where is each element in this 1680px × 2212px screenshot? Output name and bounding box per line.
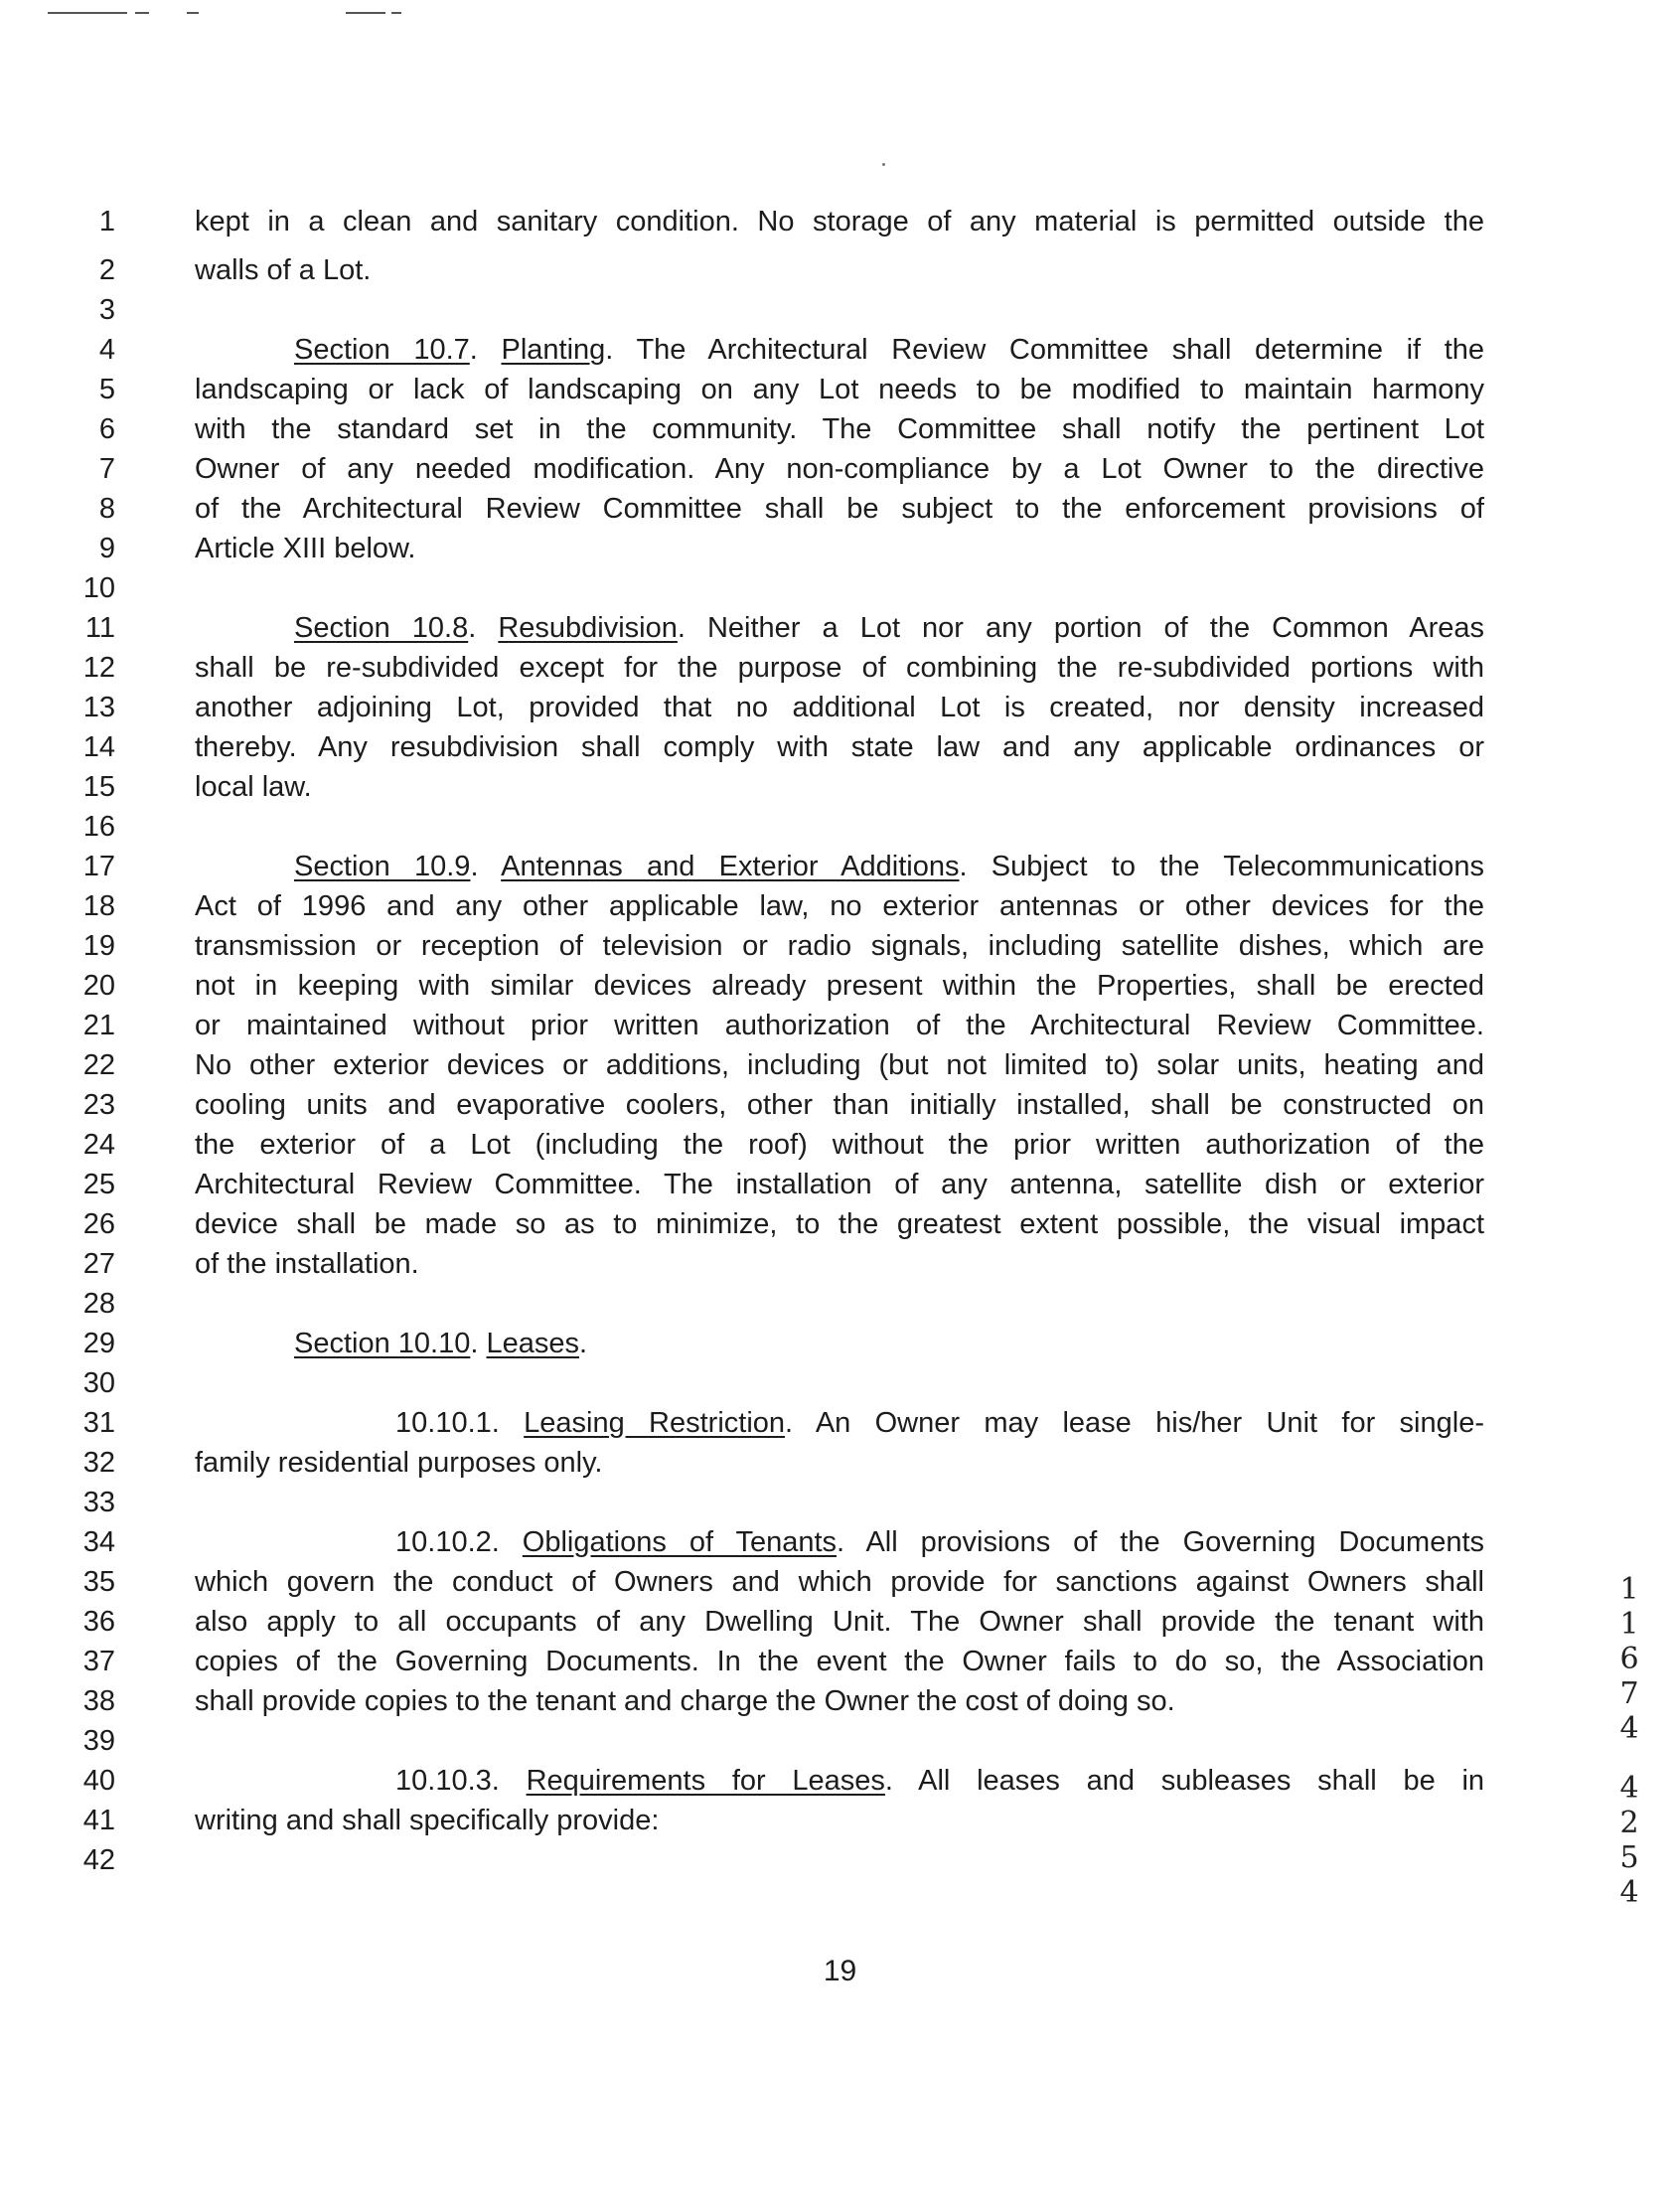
dot: . [468,612,499,644]
body-line: another adjoining Lot, provided that no additional Lot is created, nor density increased [195,692,1484,723]
stamp-digit: 5 [1619,1840,1639,1875]
scan-speck [882,163,885,166]
section-number: Section 10.10 [294,1328,471,1359]
dot: . [470,851,502,882]
stamp-digit: 1 [1619,1572,1639,1607]
body-line: Architectural Review Committee. The installation of any antenna, satellite dish or exterior [195,1169,1484,1200]
body-line: walls of a Lot. [195,254,372,286]
line-number: 28 [82,1288,115,1320]
body-line: copies of the Governing Documents. In the event the Owner fails to do so, the Association [195,1646,1484,1677]
body-line: kept in a clean and sanitary condition. No storage of any material is permitted outside the [195,206,1484,237]
body-line: with the standard set in the community. The Committee shall notify the pertinent Lot [195,413,1484,445]
stamp-digit: 4 [1619,1771,1639,1806]
period: . [579,1328,588,1359]
line-number: 18 [82,890,115,922]
subsection-number: 10.10.3. [395,1765,527,1797]
line-number: 7 [98,453,115,485]
subsection-title: Requirements for Leases [526,1765,885,1797]
body-line: local law. [195,771,312,803]
section-text: . The Architectural Review Committee shall determine if the [605,334,1485,366]
line-number: 21 [82,1010,115,1041]
line-number: 34 [82,1526,115,1558]
stamp-digit: 4 [1619,1875,1639,1910]
subsection-10-10-1-heading-line [395,1403,1484,1443]
subsection-10-10-2-heading-line [395,1522,1484,1562]
line-number: 40 [82,1765,115,1797]
body-line: or maintained without prior written authorization of the Architectural Review Committee. [195,1010,1484,1041]
body-line: transmission or reception of television or radio signals, including satellite dishes, which are [195,930,1484,962]
subsection-title: Leasing Restriction [524,1407,786,1439]
body-line: Act of 1996 and any other applicable law, no exterior antennas or other devices for the [195,890,1484,922]
line-number: 32 [82,1447,115,1479]
section-title: Resubdivision [498,612,678,644]
line-number: 36 [82,1606,115,1638]
section-text: . Subject to the Telecommunications [959,851,1485,882]
line-number: 20 [82,970,115,1002]
page-number: 19 [823,1955,857,1987]
section-10-10-heading-line [294,1324,1484,1363]
line-number: 29 [82,1328,115,1359]
line-number: 38 [82,1685,115,1717]
section-10-7-heading-line [294,330,1484,370]
line-number: 31 [82,1407,115,1439]
section-title: Leases [486,1328,579,1359]
line-number: 8 [98,493,115,525]
section-title: Antennas and Exterior Additions [501,851,960,882]
body-line: No other exterior devices or additions, including (but not limited to) solar units, heating and [195,1049,1484,1081]
body-line: device shall be made so as to minimize, to the greatest extent possible, the visual impact [195,1208,1484,1240]
subsection-number: 10.10.2. [395,1526,523,1558]
body-line: also apply to all occupants of any Dwelling Unit. The Owner shall provide the tenant with [195,1606,1484,1638]
line-number: 25 [82,1169,115,1200]
body-line: shall be re-subdivided except for the purpose of combining the re-subdivided portions with [195,652,1484,684]
body-line: of the installation. [195,1248,419,1280]
line-number: 9 [98,533,115,564]
body-line: Article XIII below. [195,533,416,564]
body-line: Owner of any needed modification. Any non-compliance by a Lot Owner to the directive [195,453,1484,485]
line-number: 24 [82,1129,115,1161]
stamp-digit: 2 [1619,1806,1639,1840]
dot: . [469,334,502,366]
line-number: 27 [82,1248,115,1280]
section-number: Section 10.8 [294,612,469,644]
line-number: 42 [82,1844,115,1876]
stamp-digit: 1 [1619,1607,1639,1642]
section-10-8-heading-line [294,608,1484,648]
line-number: 14 [82,731,115,763]
line-number: 2 [98,254,115,286]
separator: . [470,1328,487,1359]
section-title: Planting [501,334,606,366]
line-number: 17 [82,851,115,882]
line-number: 33 [82,1487,115,1518]
line-number: 41 [82,1805,115,1836]
line-number: 23 [82,1089,115,1121]
body-line: not in keeping with similar devices already present within the Properties, shall be erected [195,970,1484,1002]
line-number: 16 [82,811,115,843]
section-10-9-heading-line [294,847,1484,886]
line-number: 22 [82,1049,115,1081]
line-number: 10 [82,572,115,604]
section-text: . Neither a Lot nor any portion of the Common Areas [677,612,1484,644]
body-line: family residential purposes only. [195,1447,603,1479]
stamp-digit: 6 [1619,1642,1639,1676]
section-number: Section 10.9 [294,851,471,882]
body-line: shall provide copies to the tenant and charge the Owner the cost of doing so. [195,1685,1175,1717]
body-line: thereby. Any resubdivision shall comply with state law and any applicable ordinances or [195,731,1484,763]
body-line: which govern the conduct of Owners and which provide for sanctions against Owners shall [195,1566,1484,1598]
line-number: 3 [98,294,115,326]
line-number: 35 [82,1566,115,1598]
line-number: 30 [82,1367,115,1399]
subsection-title: Obligations of Tenants [522,1526,838,1558]
scan-artifact-marks [48,12,425,16]
line-number: 12 [82,652,115,684]
line-number: 19 [82,930,115,962]
subsection-number: 10.10.1. [395,1407,525,1439]
body-line: writing and shall specifically provide: [195,1805,660,1836]
section-number: Section 10.7 [294,334,470,366]
body-line: of the Architectural Review Committee shall be subject to the enforcement provisions of [195,493,1484,525]
line-number: 13 [82,692,115,723]
line-number: 6 [98,413,115,445]
body-line: cooling units and evaporative coolers, other than initially installed, shall be constructed on [195,1089,1484,1121]
subsection-text: . An Owner may lease his/her Unit for single- [785,1407,1484,1439]
line-number: 26 [82,1208,115,1240]
line-number: 39 [82,1725,115,1757]
subsection-text: . All provisions of the Governing Documents [837,1526,1485,1558]
body-line: the exterior of a Lot (including the roof) without the prior written authorization of the [195,1129,1484,1161]
line-number: 5 [98,374,115,405]
line-number: 15 [82,771,115,803]
body-line: landscaping or lack of landscaping on any Lot needs to be modified to maintain harmony [195,374,1484,405]
subsection-text: . All leases and subleases shall be in [884,1765,1485,1797]
line-number: 11 [84,612,115,644]
line-number: 1 [98,206,115,237]
subsection-10-10-3-heading-line [395,1761,1484,1801]
stamp-digit: 4 [1619,1711,1639,1746]
line-number: 37 [82,1646,115,1677]
line-number: 4 [98,334,115,366]
stamp-digit: 7 [1619,1676,1639,1711]
